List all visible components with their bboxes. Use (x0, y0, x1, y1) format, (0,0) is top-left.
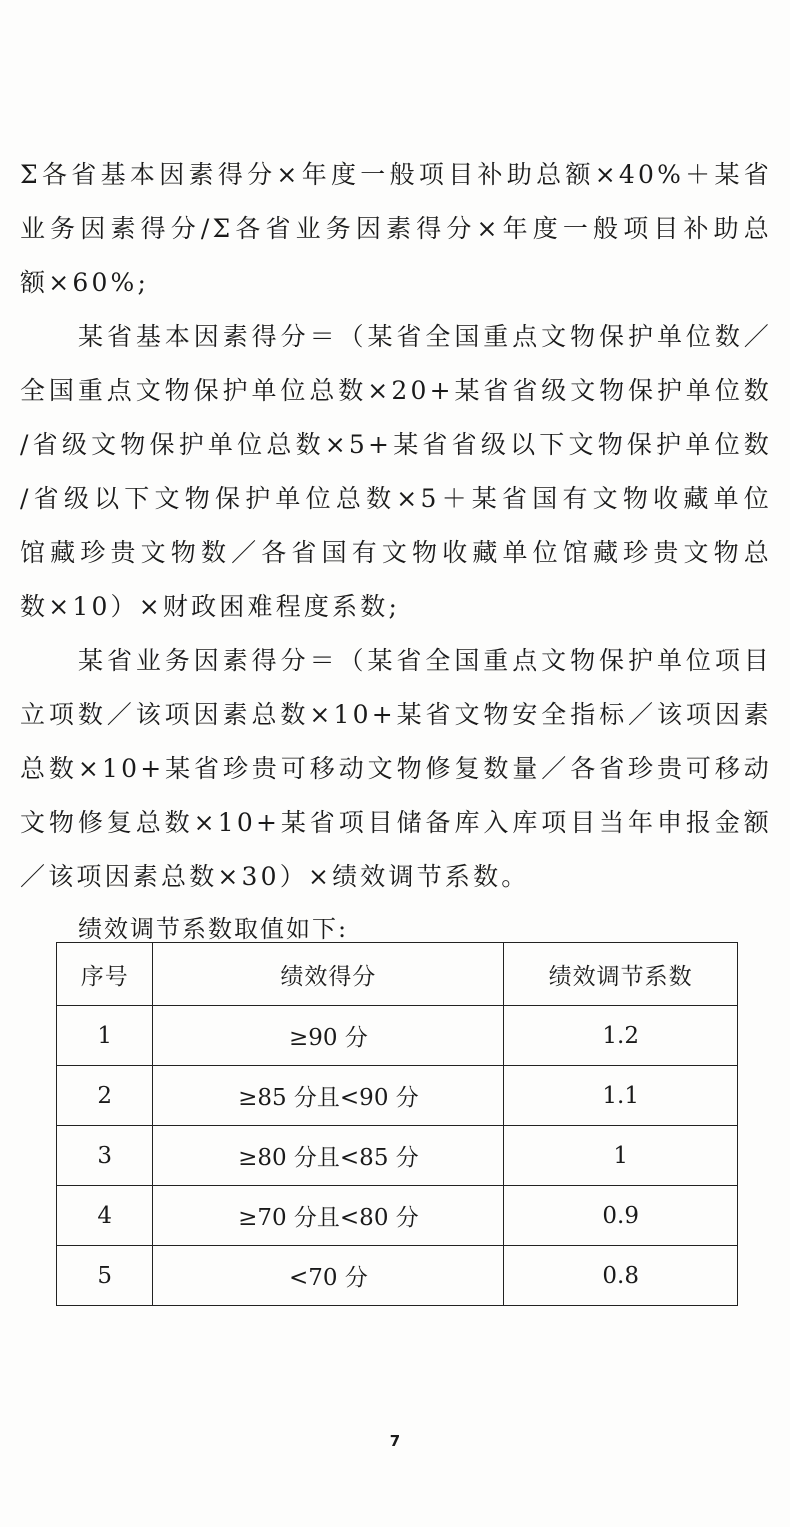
paragraph-line: /省级以下文物保护单位总数×5＋某省国有文物收藏单位 (20, 484, 772, 513)
cell-coefficient: 1.2 (504, 1006, 738, 1066)
table-header-row (57, 943, 738, 1006)
page-number: 7 (389, 1432, 401, 1450)
paragraph-line: 立项数／该项因素总数×10+某省文物安全指标／该项因素 (20, 700, 772, 729)
table-row (57, 1186, 738, 1246)
cell-score: ≥90 分 (153, 1006, 504, 1066)
cell-coefficient: 1 (504, 1126, 738, 1186)
cell-index: 2 (57, 1066, 153, 1126)
cell-coefficient: 0.8 (504, 1246, 738, 1306)
paragraph-line: 业务因素得分/Σ各省业务因素得分×年度一般项目补助总 (20, 214, 772, 243)
header-score: 绩效得分 (153, 943, 504, 1006)
table-row (57, 1246, 738, 1306)
paragraph-line: 全国重点文物保护单位总数×20+某省省级文物保护单位数 (20, 376, 772, 405)
cell-coefficient: 0.9 (504, 1186, 738, 1246)
cell-index: 1 (57, 1006, 153, 1066)
table-row (57, 1126, 738, 1186)
cell-index: 3 (57, 1126, 153, 1186)
paragraph-line: 额×60%; (20, 268, 150, 297)
paragraph-line: 数×10）×财政困难程度系数; (20, 592, 401, 621)
paragraph-line: /省级文物保护单位总数×5+某省省级以下文物保护单位数 (20, 430, 772, 459)
cell-score: ≥70 分且<80 分 (153, 1186, 504, 1246)
cell-index: 5 (57, 1246, 153, 1306)
cell-coefficient: 1.1 (504, 1066, 738, 1126)
cell-score: ≥85 分且<90 分 (153, 1066, 504, 1126)
paragraph-line: 馆藏珍贵文物数／各省国有文物收藏单位馆藏珍贵文物总 (20, 538, 772, 567)
paragraph-line: 总数×10+某省珍贵可移动文物修复数量／各省珍贵可移动 (20, 754, 772, 783)
table-row (57, 1066, 738, 1126)
paragraph-line: 某省业务因素得分＝（某省全国重点文物保护单位项目 (78, 646, 772, 675)
table-intro: 绩效调节系数取值如下: (78, 915, 349, 943)
cell-score: ≥80 分且<85 分 (153, 1126, 504, 1186)
table-row (57, 1006, 738, 1066)
header-coefficient: 绩效调节系数 (504, 943, 738, 1006)
coefficient-table (56, 942, 738, 1306)
cell-index: 4 (57, 1186, 153, 1246)
paragraph-line: 某省基本因素得分＝（某省全国重点文物保护单位数／ (78, 322, 772, 351)
cell-score: <70 分 (153, 1246, 504, 1306)
header-index: 序号 (57, 943, 153, 1006)
paragraph-line: ／该项因素总数×30）×绩效调节系数。 (20, 862, 530, 891)
paragraph-line: Σ各省基本因素得分×年度一般项目补助总额×40%＋某省 (20, 160, 772, 189)
paragraph-line: 文物修复总数×10+某省项目储备库入库项目当年申报金额 (20, 808, 772, 837)
